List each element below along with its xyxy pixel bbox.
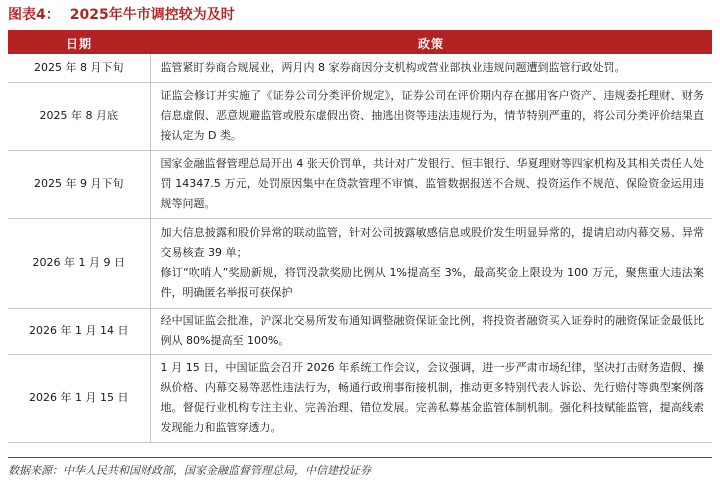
- row-policy: [150, 82, 712, 150]
- row-date: 2025 年 8 月下旬: [8, 54, 150, 82]
- table-row: [8, 354, 712, 442]
- policy-text: 修订“吹哨人”奖励新规，将罚没款奖励比例从 1%提高至 3%，最高奖金上限设为 100 万元，聚焦重大违法案件，明确匿名举报可获保护: [160, 266, 704, 299]
- table-row: [8, 218, 712, 308]
- row-policy: [150, 150, 712, 218]
- source-note: 数据来源：中华人民共和国财政部，国家金融监督管理总局，中信建投证券: [8, 464, 371, 477]
- policy-text: 经中国证监会批准，沪深北交易所发布通知调整融资保证金比例，将投资者融资买入证券时的融资保证金最低比例从 80%提高至 100%。: [160, 314, 704, 347]
- header-policy: 政策: [150, 32, 712, 54]
- table-header-row: [8, 32, 712, 54]
- row-date: 2026 年 1 月 9 日: [8, 218, 150, 308]
- policy-text: 监管紧盯券商合规展业，两月内 8 家券商因分支机构或营业部执业违规问题遭到监管行政处罚。: [160, 60, 626, 74]
- row-date: 2026 年 1 月 14 日: [8, 308, 150, 354]
- policy-text: 证监会修订并实施了《证券公司分类评价规定》，证券公司在评价期内存在挪用客户资产、违规委托理财、财务信息虚假、恶意规避监管或股东虚假出资、抽逃出资等违法违规行为，情节特别严重的，将公司分类评价结果直接认定为 D 类。: [160, 89, 704, 142]
- row-policy: [150, 218, 712, 308]
- figure-title-text: 2025年牛市调控较为及时: [69, 7, 235, 23]
- row-policy: [150, 54, 712, 82]
- policy-text: 国家金融监督管理总局开出 4 张天价罚单，共计对广发银行、恒丰银行、华夏理财等四家机构及其相关责任人处罚 14347.5 万元，处罚原因集中在贷款管理不审慎、监管数据报送不合规、投资运作不规范、保险资金运用违规等问题。: [160, 157, 704, 210]
- row-policy: [150, 308, 712, 354]
- row-date: 2025 年 9 月下旬: [8, 150, 150, 218]
- table-row: [8, 308, 712, 354]
- row-policy: [150, 354, 712, 442]
- policy-table: [8, 32, 712, 443]
- figure-number: 图表4：: [8, 7, 60, 23]
- table-row: [8, 82, 712, 150]
- row-date: 2025 年 8 月底: [8, 82, 150, 150]
- policy-text: 1 月 15 日，中国证监会召开 2026 年系统工作会议，会议强调，进一步严肃市场纪律，坚决打击财务造假、操纵价格、内幕交易等恶性违法行为，畅通行政刑事衔接机制，推动更多特别代表人诉讼、先行赔付等典型案例落地。督促行业机构专注主业、完善治理、错位发展。完善私募基金监管体制机制。强化科技赋能监管，提高线索发现能力和监管穿透力。: [160, 361, 704, 434]
- bottom-rule: [8, 457, 712, 458]
- policy-text: 加大信息披露和股价异常的联动监管，针对公司披露敏感信息或股价发生明显异常的，提请启动内幕交易、异常交易核查 39 单；: [160, 226, 704, 259]
- figure-title: [8, 4, 712, 28]
- header-date: 日期: [8, 32, 150, 54]
- table-row: [8, 150, 712, 218]
- table-row: [8, 54, 712, 82]
- row-date: 2026 年 1 月 15 日: [8, 354, 150, 442]
